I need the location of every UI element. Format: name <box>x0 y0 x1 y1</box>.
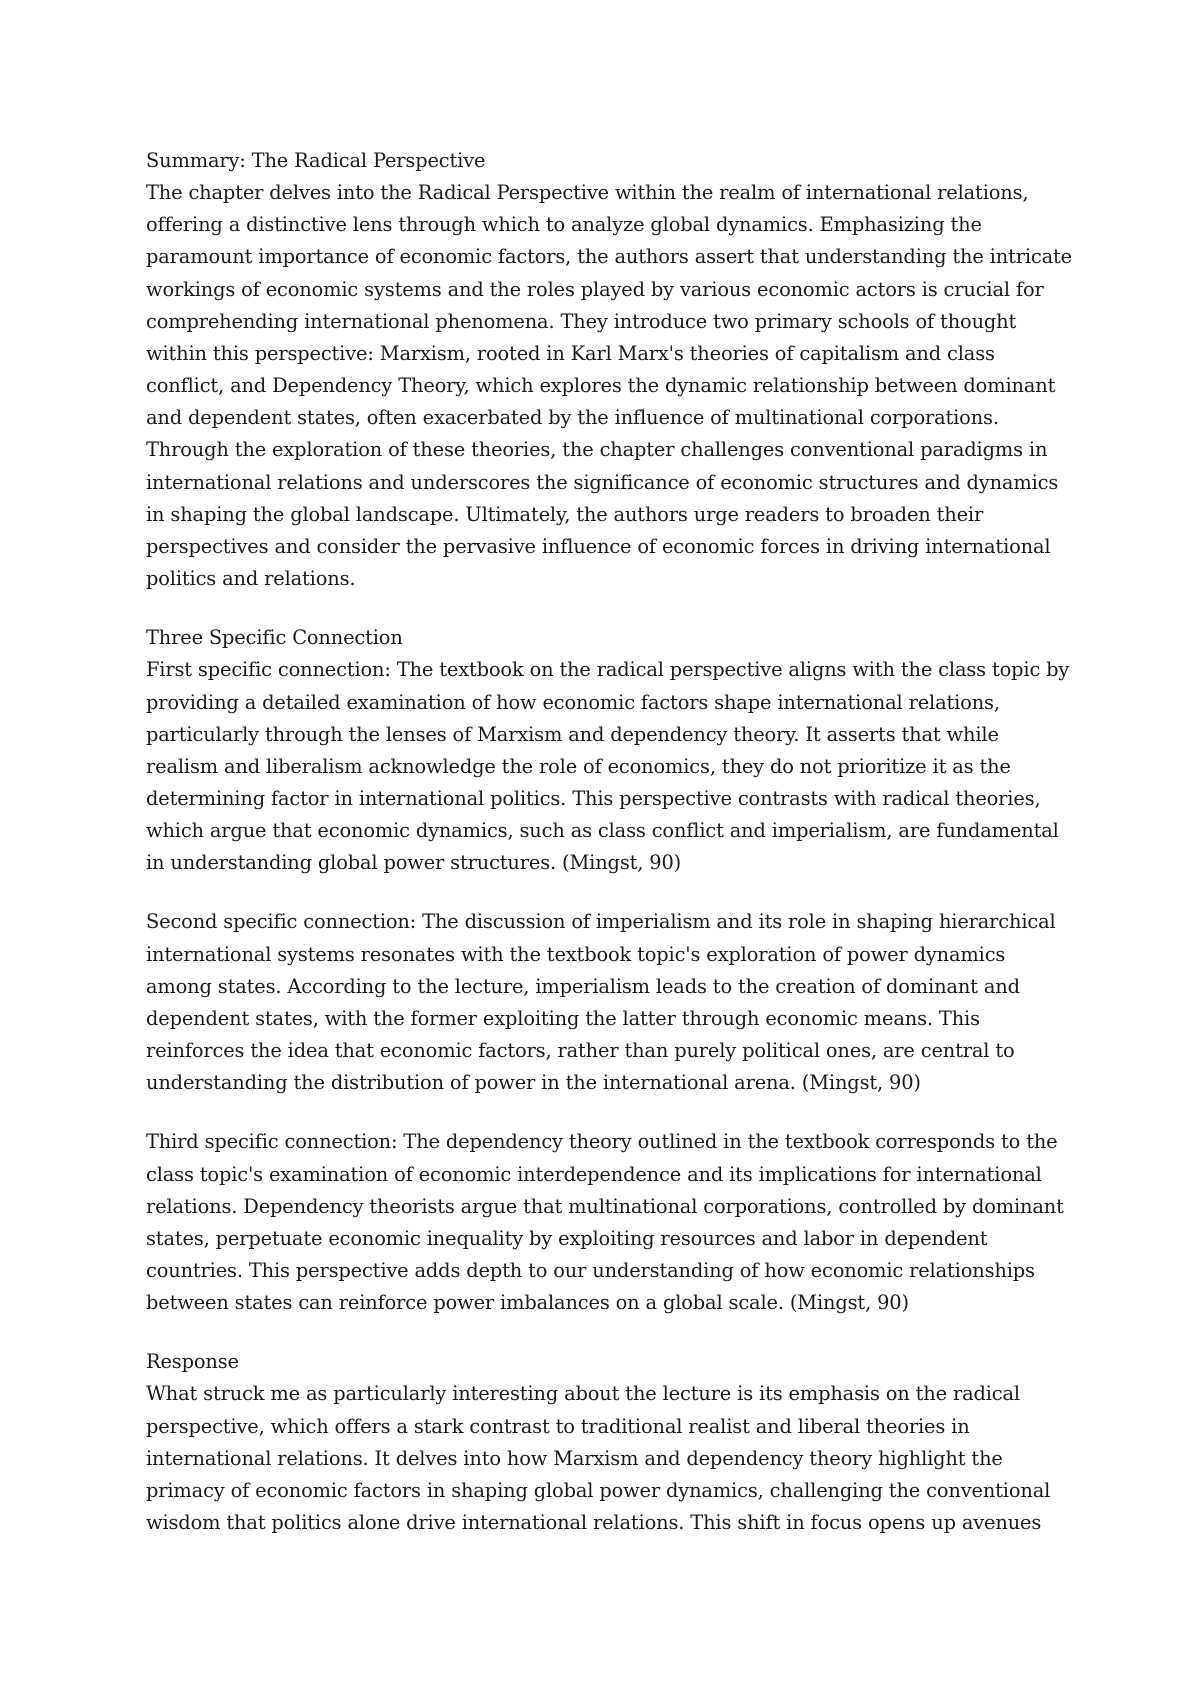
response-heading: Response <box>146 1350 239 1374</box>
response-section <box>146 1346 1076 1539</box>
response-paragraph: What struck me as particularly interesting about the lecture is its emphasis on the radical perspective, which offers a stark contrast to traditional realist and liberal theories in international relations. It delves into how Marxism and dependency theory highlight the primacy of economic factors in shaping global power dynamics, challenging the conventional wisdom that politics alone drive international relations. This shift in focus opens up avenues <box>146 1382 1051 1535</box>
summary-paragraph: The chapter delves into the Radical Perspective within the realm of international relations, offering a distinctive lens through which to analyze global dynamics. Emphasizing the paramount importance of economic factors, the authors assert that understanding the intricate workings of economic systems and the roles played by various economic actors is crucial for comprehending international phenomena. They introduce two primary schools of thought within this perspective: Marxism, rooted in Karl Marx's theories of capitalism and class conflict, and Dependency Theory, which explores the dynamic relationship between dominant and dependent states, often exacerbated by the influence of multinational corporations. Through the exploration of these theories, the chapter challenges conventional paradigms in international relations and underscores the significance of economic structures and dynamics in shaping the global landscape. Ultimately, the authors urge readers to broaden their perspectives and consider the pervasive influence of economic forces in driving international politics and relations. <box>146 181 1072 591</box>
summary-section <box>146 145 1076 595</box>
connections-heading: Three Specific Connection <box>146 626 403 650</box>
third-connection-section <box>146 1126 1076 1319</box>
connections-section <box>146 622 1076 879</box>
first-connection-paragraph: First specific connection: The textbook on the radical perspective aligns with the class topic by providing a detailed examination of how economic factors shape international relations, particularly through the lenses of Marxism and dependency theory. It asserts that while realism and liberalism acknowledge the role of economics, they do not prioritize it as the determining factor in international politics. This perspective contrasts with radical theories, which argue that economic dynamics, such as class conflict and imperialism, are fundamental in understanding global power structures. (Mingst, 90) <box>146 658 1070 875</box>
second-connection-section <box>146 906 1076 1099</box>
summary-heading: Summary: The Radical Perspective <box>146 149 486 172</box>
document-body <box>146 145 1076 1566</box>
second-connection-paragraph: Second specific connection: The discussion of imperialism and its role in shaping hierarchical international systems resonates with the textbook topic's exploration of power dynamics among states. According to the lecture, imperialism leads to the creation of dominant and dependent states, with the former exploiting the latter through economic means. This reinforces the idea that economic factors, rather than purely political ones, are central to understanding the distribution of power in the international arena. (Mingst, 90) <box>146 910 1056 1095</box>
third-connection-paragraph: Third specific connection: The dependency theory outlined in the textbook corresponds to the class topic's examination of economic interdependence and its implications for international relations. Dependency theorists argue that multinational corporations, controlled by dominant states, perpetuate economic inequality by exploiting resources and labor in dependent countries. This perspective adds depth to our understanding of how economic relationships between states can reinforce power imbalances on a global scale. (Mingst, 90) <box>146 1130 1064 1315</box>
